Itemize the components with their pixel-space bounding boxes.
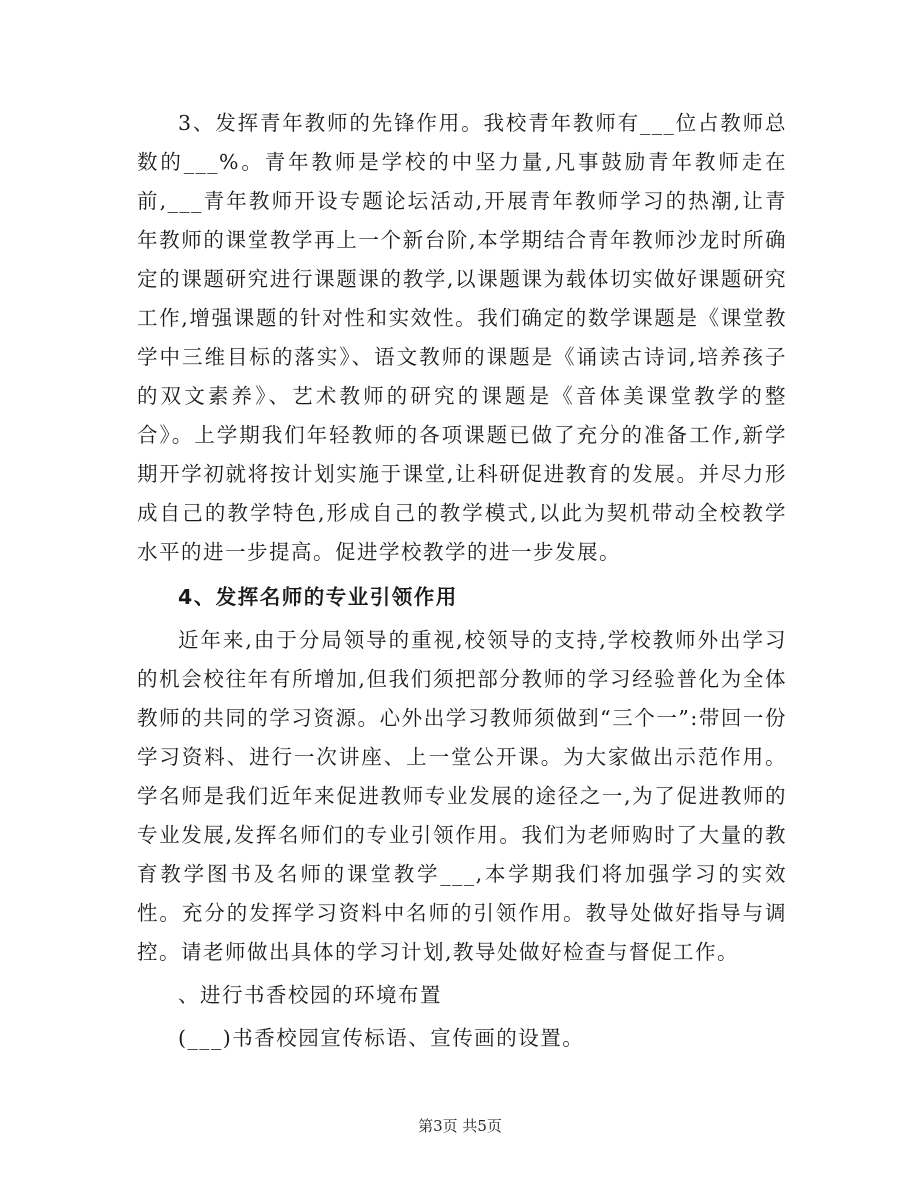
- paragraph-young-teachers: 3、发挥青年教师的先锋作用。我校青年教师有___位占教师总数的___%。青年教师是学校的中坚力量,凡事鼓励青年教师走在前,___青年教师开设专题论坛活动,开展青年教师学习的热潮,让青年教师的课堂教学再上一个新台阶,本学期结合青年教师沙龙时所确定的课题研究进行课题课的教学,以课题课为载体切实做好课题研究工作,增强课题的针对性和实效性。我们确定的数学课题是《课堂教学中三维目标的落实》、语文教师的课题是《诵读古诗词,培养孩子的双文素养》、艺术教师的研究的课题是《音体美课堂教学的整合》。上学期我们年轻教师的各项课题已做了充分的准备工作,新学期开学初就将按计划实施于课堂,让科研促进教育的发展。并尽力形成自己的教学特色,形成自己的教学模式,以此为契机带动全校教学水平的进一步提高。促进学校教学的进一步发展。: [137, 111, 787, 564]
- paragraph-famous-teachers: 近年来,由于分局领导的重视,校领导的支持,学校教师外出学习的机会校往年有所增加,但我们须把部分教师的学习经验普化为全体教师的共同的学习资源。心外出学习教师须做到“三个一”:带回一份学习资料、进行一次讲座、上一堂公开课。为大家做出示范作用。学名师是我们近年来促进教师专业发展的途径之一,为了促进教师的专业发展,发挥名师们的专业引领作用。我们为老师购时了大量的教育教学图书及名师的课堂教学___,本学期我们将加强学习的实效性。充分的发挥学习资料中名师的引领作用。教导处做好指导与调控。请老师做出具体的学习计划,教导处做好检查与督促工作。: [137, 628, 787, 964]
- page-footer: 第3页 共5页: [418, 1117, 502, 1135]
- paragraph-campus-environment: 、进行书香校园的环境布置: [178, 983, 442, 1007]
- document-body: [137, 104, 787, 1058]
- paragraph-slogans: (___)书香校园宣传标语、宣传画的设置。: [178, 1026, 585, 1050]
- section-heading-famous-teachers: 4、发挥名师的专业引领作用: [178, 585, 458, 609]
